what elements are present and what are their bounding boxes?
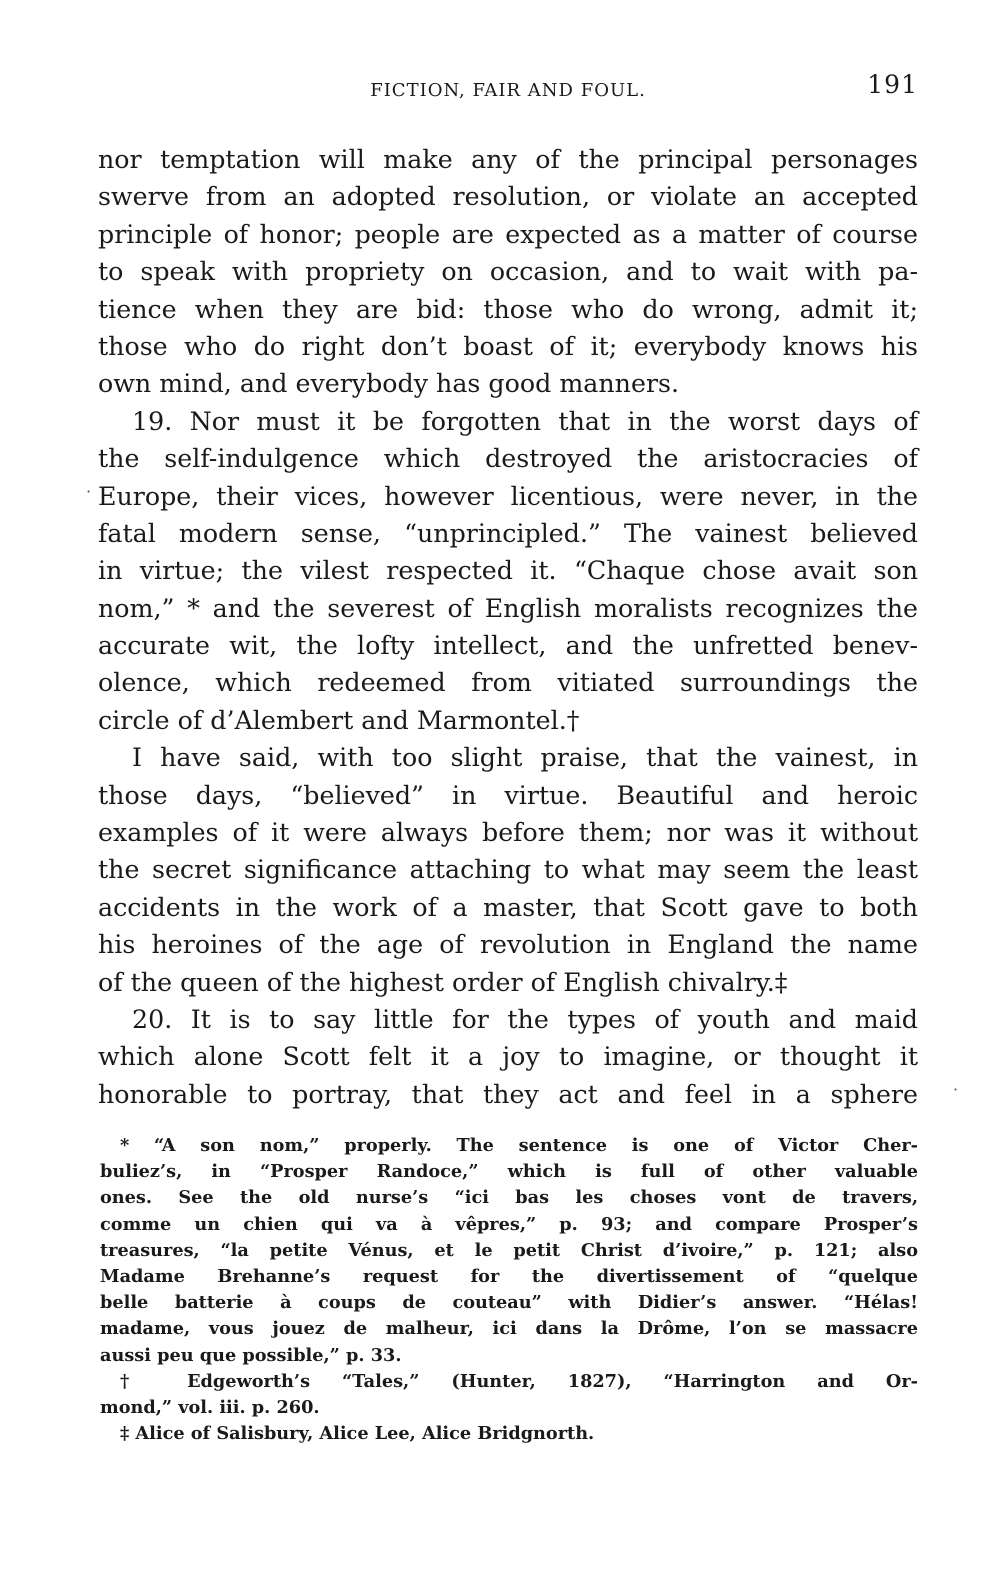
body-line: fatal modern sense, “unprincipled.” The vainest believed	[98, 518, 918, 548]
body-line: his heroines of the age of revolution in England the name	[98, 930, 918, 960]
margin-speck: ·	[953, 1080, 959, 1099]
body-line: own mind, and everybody has good manners.	[98, 369, 680, 399]
footnotes	[100, 1133, 918, 1447]
body-line: the secret significance attaching to what may seem the least	[98, 855, 918, 885]
body-line: accidents in the work of a master, that Scott gave to both	[98, 892, 918, 922]
body-text	[98, 141, 918, 1113]
running-head	[98, 70, 918, 106]
body-line: in virtue; the vilest respected it. “Chaque chose avait son	[98, 556, 918, 586]
footnote-line: madame, vous jouez de malheur, ici dans la Drôme, l’on se massacre	[100, 1318, 918, 1340]
footnote-double-dagger: ‡ Alice of Salisbury, Alice Lee, Alice Bridgnorth.	[120, 1423, 595, 1445]
paragraph-20-start: 20. It is to say little for the types of youth and maid	[132, 1004, 918, 1034]
body-line: nom,” * and the severest of English moralists recognizes the	[98, 593, 918, 623]
footnote-line: buliez’s, in “Prosper Randoce,” which is full of other valuable	[100, 1161, 918, 1183]
footnote-line: Madame Brehanne’s request for the divertissement of “quelque	[100, 1265, 918, 1287]
body-line: the self-indulgence which destroyed the aristocracies of	[98, 444, 918, 474]
body-line: nor temptation will make any of the principal personages	[98, 145, 918, 174]
body-line: olence, which redeemed from vitiated surroundings the	[98, 668, 918, 698]
body-line: of the queen of the highest order of English chivalry.‡	[98, 967, 788, 997]
body-line: swerve from an adopted resolution, or violate an accepted	[98, 182, 918, 212]
body-line: Europe, their vices, however licentious, were never, in the	[98, 481, 918, 511]
body-line: principle of honor; people are expected as a matter of course	[98, 219, 918, 249]
footnote-line: aussi peu que possible,” p. 33.	[100, 1344, 402, 1366]
body-line: honorable to portray, that they act and feel in a sphere	[98, 1079, 918, 1109]
footnote-asterisk: * “A son nom,” properly. The sentence is one of Victor Cher-	[120, 1135, 918, 1156]
page-number: 191	[867, 70, 918, 99]
body-line: those who do right don’t boast of it; everybody knows his	[98, 331, 918, 361]
margin-speck: ·	[86, 482, 92, 501]
body-line: accurate wit, the lofty intellect, and the unfretted benev-	[98, 631, 918, 661]
body-line: circle of d’Alembert and Marmontel.†	[98, 705, 580, 735]
paragraph-start: I have said, with too slight praise, that the vainest, in	[132, 743, 918, 773]
body-line: tience when they are bid: those who do wrong, admit it;	[98, 294, 918, 324]
footnote-line: comme un chien qui va à vêpres,” p. 93; and compare Prosper’s	[100, 1213, 918, 1235]
footnote-line: belle batterie à coups de couteau” with Didier’s answer. “Hélas!	[100, 1292, 918, 1314]
body-line: which alone Scott felt it a joy to imagine, or thought it	[98, 1042, 918, 1072]
running-title: FICTION, FAIR AND FOUL.	[370, 80, 646, 101]
footnote-dagger: † Edgeworth’s “Tales,” (Hunter, 1827), “Harrington and Or-	[120, 1370, 918, 1392]
body-line: those days, “believed” in virtue. Beautiful and heroic	[98, 780, 918, 810]
paragraph-19-start: 19. Nor must it be forgotten that in the worst days of	[132, 406, 918, 436]
body-line: to speak with propriety on occasion, and to wait with pa-	[98, 257, 918, 287]
footnote-line: treasures, “la petite Vénus, et le petit Christ d’ivoire,” p. 121; also	[100, 1239, 918, 1261]
footnote-line: mond,” vol. iii. p. 260.	[100, 1396, 320, 1418]
footnote-line: ones. See the old nurse’s “ici bas les choses vont de travers,	[100, 1187, 918, 1209]
body-line: examples of it were always before them; nor was it without	[98, 818, 918, 848]
